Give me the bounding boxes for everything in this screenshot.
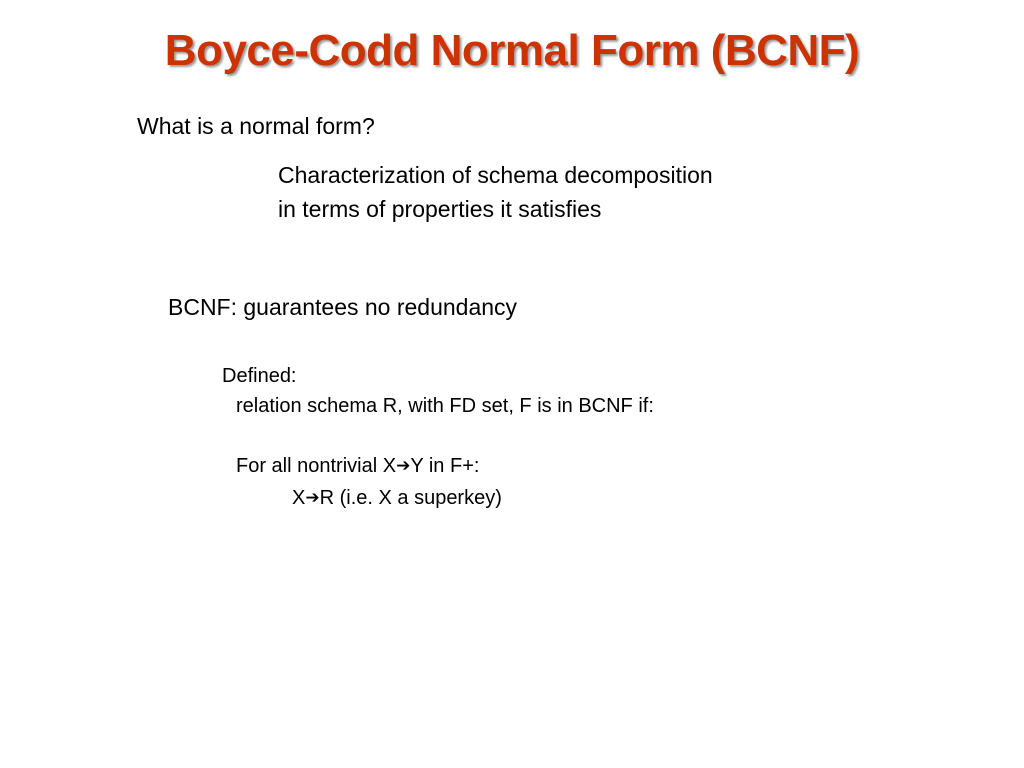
defined-label: Defined:: [222, 365, 297, 387]
right-arrow-icon: ➔: [305, 488, 320, 508]
slide-title: Boyce-Codd Normal Form (BCNF): [164, 26, 860, 75]
answer-line-1: Characterization of schema decomposition: [278, 162, 713, 188]
bcnf-statement: BCNF: guarantees no redundancy: [168, 294, 518, 320]
answer-line-2: in terms of properties it satisfies: [278, 196, 602, 222]
forall-line: [236, 454, 479, 478]
condition-suffix: R (i.e. X a superkey): [319, 487, 502, 509]
forall-suffix: Y in F+:: [410, 455, 480, 477]
forall-prefix: For all nontrivial X: [236, 455, 397, 477]
condition-prefix: X: [292, 487, 306, 509]
right-arrow-icon: ➔: [396, 456, 411, 476]
question-text: What is a normal form?: [137, 113, 375, 139]
superkey-condition: [292, 486, 502, 510]
definition-text: relation schema R, with FD set, F is in BCNF if:: [236, 395, 654, 417]
